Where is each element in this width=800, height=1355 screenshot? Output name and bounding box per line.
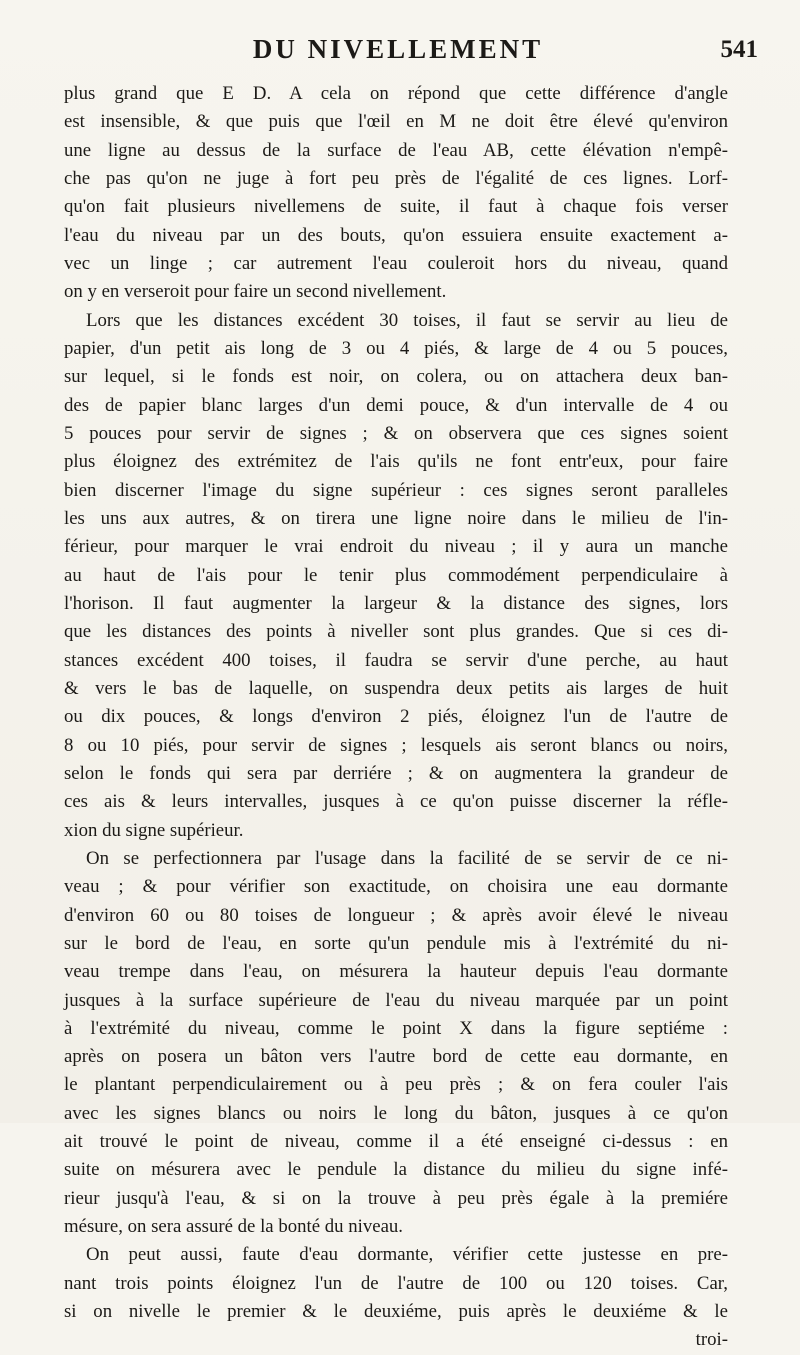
text-line: ou dix pouces, & longs d'environ 2 piés, éloignez l'un de l'autre de (64, 706, 728, 728)
running-head: DU NIVELLEMENT (252, 34, 544, 64)
text-line: xion du signe supérieur. (64, 819, 244, 841)
text-line: On peut aussi, faute d'eau dormante, vérifier cette justesse en pre- (86, 1244, 728, 1266)
text-line: à l'extrémité du niveau, comme le point X dans la figure septiéme : (64, 1017, 728, 1039)
text-line: vec un linge ; car autrement l'eau couleroit hors du niveau, quand (64, 252, 728, 274)
text-line: veau ; & pour vérifier son exactitude, on choisira une eau dormante (64, 876, 728, 898)
text-line: jusques à la surface supérieure de l'eau du niveau marquée par un point (64, 989, 728, 1011)
text-line: qu'on fait plusieurs nivellemens de suite, il faut à chaque fois verser (64, 196, 728, 218)
text-line: est insensible, & que puis que l'œil en M ne doit être élevé qu'environ (64, 111, 728, 133)
page-number: 541 (720, 36, 758, 63)
text-line: avec les signes blancs ou noirs le long du bâton, jusques à ce qu'on (64, 1102, 728, 1124)
text-line: que les distances des points à niveller sont plus grandes. Que si ces di- (64, 621, 728, 643)
text-line: suite on mésurera avec le pendule la distance du milieu du signe infé- (64, 1159, 728, 1181)
text-line: le plantant perpendiculairement ou à peu près ; & on fera couler l'ais (64, 1074, 728, 1096)
text-line: plus grand que E D. A cela on répond que cette différence d'angle (64, 83, 728, 104)
text-line: troi- (695, 1329, 728, 1351)
text-line: on y en verseroit pour faire un second nivellement. (64, 281, 447, 303)
text-line: selon le fonds qui sera par derriére ; & on augmentera la grandeur de (64, 762, 728, 784)
text-line: mésure, on sera assuré de la bonté du niveau. (64, 1216, 403, 1238)
text-line: ait trouvé le point de niveau, comme il a été enseigné ci-dessus : en (64, 1131, 728, 1153)
text-line: 5 pouces pour servir de signes ; & on observera que ces signes soient (64, 422, 728, 444)
text-line: rieur jusqu'à l'eau, & si on la trouve à peu près égale à la premiére (64, 1187, 728, 1209)
text-line: férieur, pour marquer le vrai endroit du niveau ; il y aura un manche (64, 536, 728, 558)
text-line: ces ais & leurs intervalles, jusques à ce qu'on puisse discerner la réfle- (64, 791, 728, 813)
text-line: plus éloignez des extrémitez de l'ais qu'ils ne font entr'eux, pour faire (64, 451, 728, 473)
text-line: On se perfectionnera par l'usage dans la facilité de se servir de ce ni- (86, 847, 728, 869)
text-line: des de papier blanc larges d'un demi pouce, & d'un intervalle de 4 ou (64, 394, 728, 416)
text-line: & vers le bas de laquelle, on suspendra deux petits ais larges de huit (64, 677, 728, 699)
text-line: l'eau du niveau par un des bouts, qu'on essuiera ensuite exactement a- (64, 224, 728, 246)
text-line: l'horison. Il faut augmenter la largeur & la distance des signes, lors (64, 592, 728, 614)
text-line: sur lequel, si le fonds est noir, on colera, ou on attachera deux ban- (64, 366, 728, 388)
text-line: une ligne au dessus de la surface de l'eau AB, cette élévation n'empê- (64, 139, 728, 161)
text-line: d'environ 60 ou 80 toises de longueur ; & après avoir élevé le niveau (64, 904, 728, 926)
text-line: si on nivelle le premier & le deuxiéme, puis après le deuxiéme & le (64, 1301, 728, 1323)
text-line: stances excédent 400 toises, il faudra se servir d'une perche, au haut (64, 649, 728, 671)
text-line: les uns aux autres, & on tirera une ligne noire dans le milieu de l'in- (64, 507, 728, 529)
text-line: papier, d'un petit ais long de 3 ou 4 piés, & large de 4 ou 5 pouces, (64, 337, 728, 359)
body-text (64, 80, 728, 1355)
text-line: sur le bord de l'eau, en sorte qu'un pendule mis à l'extrémité du ni- (64, 932, 728, 954)
text-line: nant trois points éloignez l'un de l'autre de 100 ou 120 toises. Car, (64, 1272, 728, 1294)
text-line: veau trempe dans l'eau, on mésurera la hauteur depuis l'eau dormante (64, 961, 728, 983)
text-line: après on posera un bâton vers l'autre bord de cette eau dormante, en (64, 1046, 728, 1068)
text-line: bien discerner l'image du signe supérieur : ces signes seront paralleles (64, 479, 728, 501)
page-header (128, 34, 788, 72)
text-line: Lors que les distances excédent 30 toises, il faut se servir au lieu de (86, 309, 728, 331)
text-line: 8 ou 10 piés, pour servir de signes ; lesquels ais seront blancs ou noirs, (64, 734, 728, 756)
text-line: che pas qu'on ne juge à fort peu près de l'égalité de ces lignes. Lorf- (64, 167, 728, 189)
text-line: au haut de l'ais pour le tenir plus commodément perpendiculaire à (64, 564, 728, 586)
